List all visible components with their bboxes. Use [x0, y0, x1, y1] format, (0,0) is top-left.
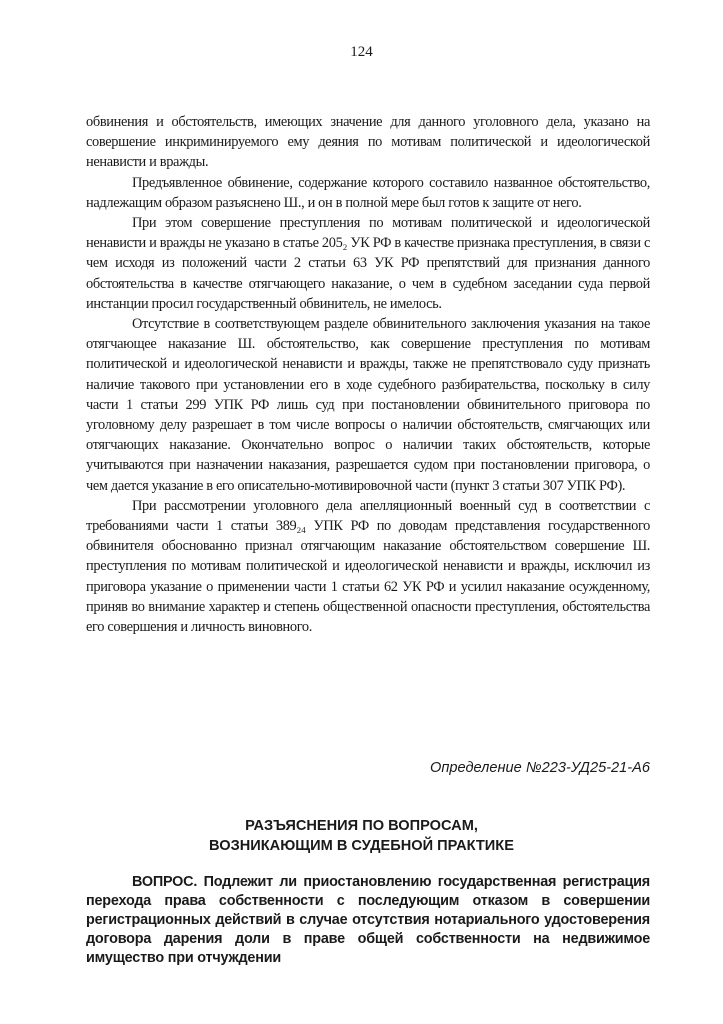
- paragraph: Предъявленное обвинение, содержание которого составило названное обстоятельство, надлежащим образом разъяснено Ш., и он в полной мере был готов к защите от него.: [86, 174, 650, 211]
- section-heading: [0, 816, 723, 856]
- citation: Определение №223-УД25-21-А6: [430, 760, 650, 776]
- question-text: ВОПРОС. Подлежит ли приостановлению государственная регистрация перехода права собственности с последующим отказом в совершении регистрационных действий в случае отсутствия нотариального удостоверения договора дарения доли в праве общей собственности на недвижимое имущество при отчуждении: [86, 874, 650, 966]
- paragraph: При рассмотрении уголовного дела апелляционный военный суд в соответствии с требованиями части 1 статьи 389₂₄ УПК РФ по доводам представления государственного обвинителя обоснованно признал отягчающим наказание обстоятельством совершение Ш. преступления по мотивам политической и идеологической ненависти и вражды, исключил из приговора указание о применении части 1 статьи 62 УК РФ и усилил наказание осужденному, приняв во внимание характер и степень общественной опасности преступления, обстоятельства его совершения и личность виновного.: [86, 497, 650, 636]
- section-heading-line: РАЗЪЯСНЕНИЯ ПО ВОПРОСАМ,: [245, 818, 478, 834]
- paragraph: Отсутствие в соответствующем разделе обвинительного заключения указания на такое отягчающее наказание Ш. обстоятельство, как совершение преступления по мотивам политической и идеологической ненависти и вражды, также не препятствовало суду признать наличие такового при установлении его в ходе судебного разбирательства, поскольку в силу части 1 статьи 299 УПК РФ лишь суд при постановлении обвинительного приговора по уголовному делу разрешает в том числе вопросы о наличии обстоятельств, смягчающих или отягчающих наказание. Окончательно вопрос о наличии таких обстоятельств, которые учитываются при назначении наказания, разрешается судом при постановлении приговора, о чем дается указание в его описательно-мотивировочной части (пункт 3 статьи 307 УПК РФ).: [86, 316, 650, 494]
- paragraph: При этом совершение преступления по мотивам политической и идеологической ненависти и вражды не указано в статье 205₂ УК РФ в качестве признака преступления, в связи с чем исходя из положений части 2 статьи 63 УК РФ препятствий для признания данного обстоятельства в качестве отягчающего наказание, о чем в судебном заседании суда первой инстанции просил государственный обвинитель, не имелось.: [86, 215, 650, 312]
- page-number: 124: [350, 44, 373, 60]
- section-heading-line: ВОЗНИКАЮЩИМ В СУДЕБНОЙ ПРАКТИКЕ: [209, 838, 514, 854]
- document-body: [86, 112, 650, 637]
- paragraph: обвинения и обстоятельств, имеющих значение для данного уголовного дела, указано на совершение инкриминируемого ему деяния по мотивам политической и идеологической ненависти и вражды.: [86, 114, 650, 171]
